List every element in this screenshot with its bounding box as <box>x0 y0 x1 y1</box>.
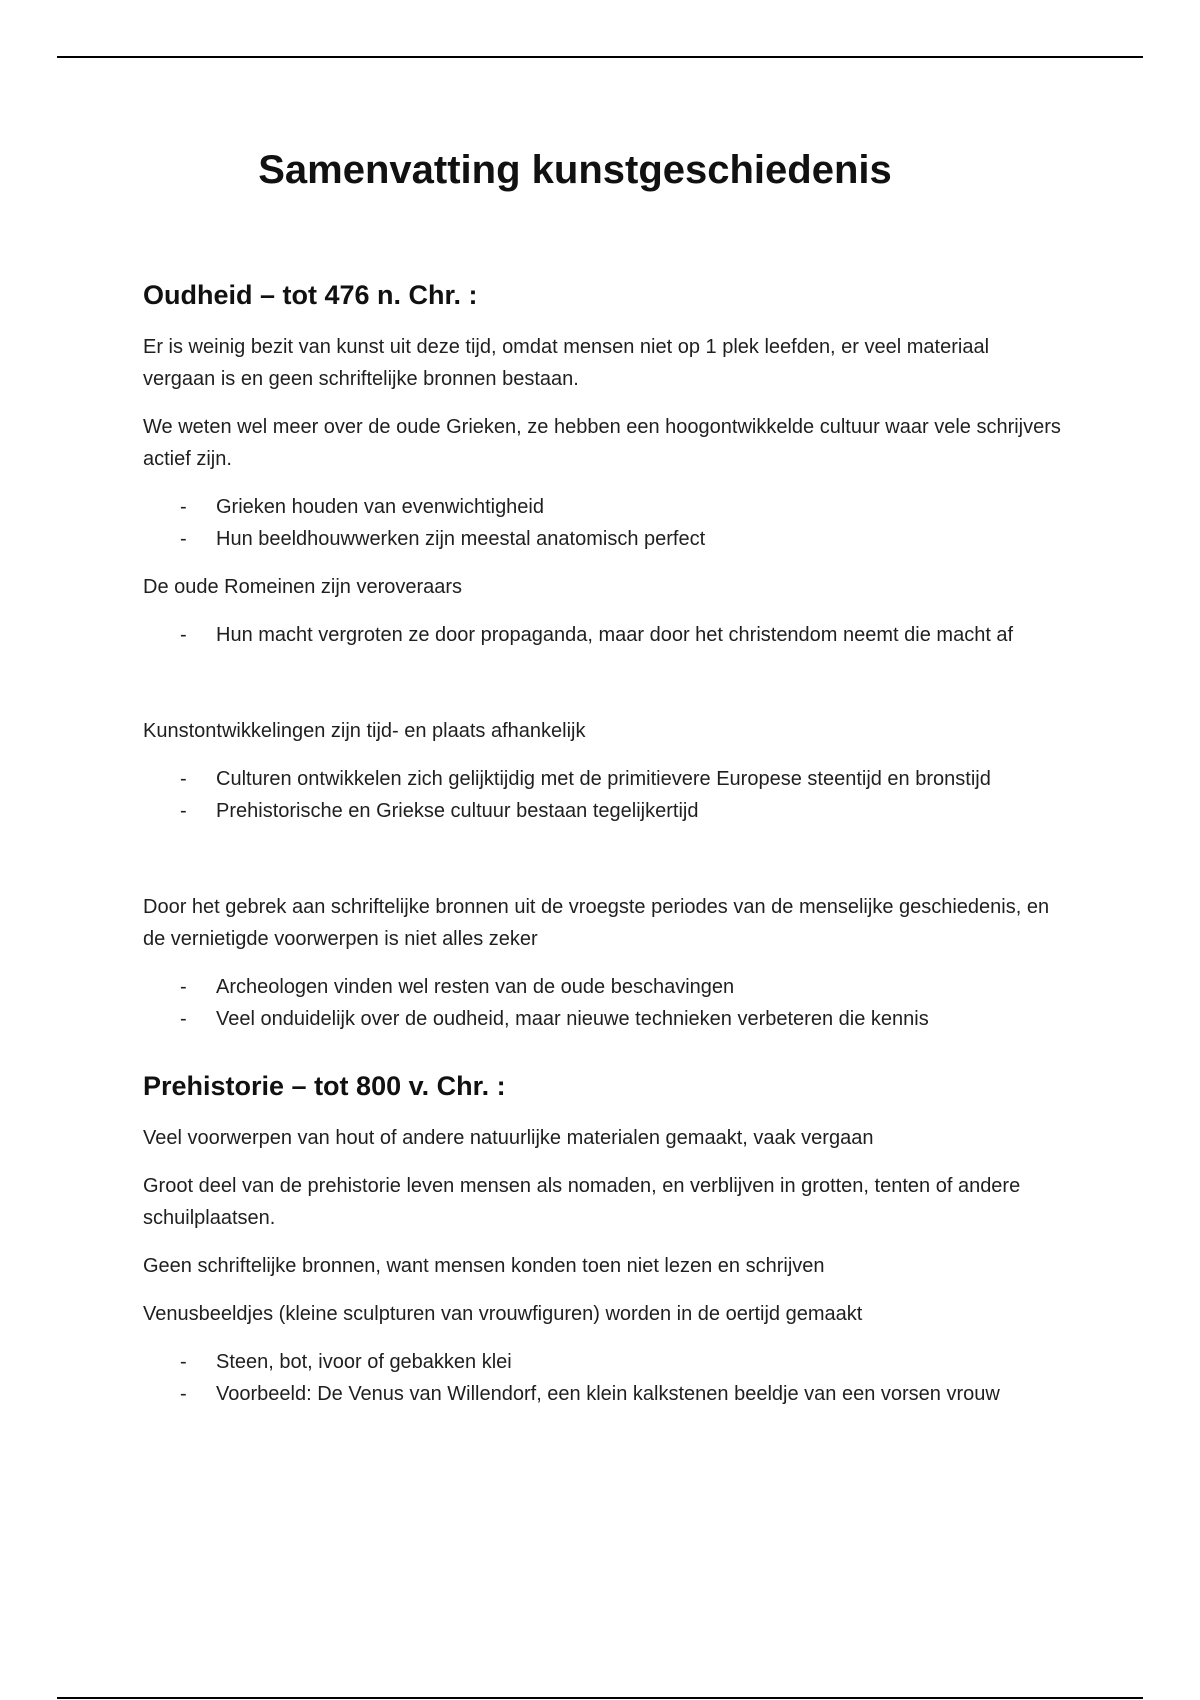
list-item-text: Veel onduidelijk over de oudheid, maar nieuwe technieken verbeteren die kennis <box>216 1008 929 1030</box>
paragraph: Groot deel van de prehistorie leven mensen als nomaden, en verblijven in grotten, tenten of andere schuilplaatsen. <box>143 1175 1021 1229</box>
bullet-dash: - <box>180 768 187 790</box>
list-item <box>143 491 1063 523</box>
list-item <box>143 523 1063 555</box>
bullet-dash: - <box>180 800 187 822</box>
list-item <box>143 763 1063 795</box>
bullet-dash: - <box>180 624 187 646</box>
paragraph: Venusbeeldjes (kleine sculpturen van vrouwfiguren) worden in de oertijd gemaakt <box>143 1303 863 1325</box>
bullet-list <box>143 619 1063 651</box>
list-item-text: Voorbeeld: De Venus van Willendorf, een klein kalkstenen beeldje van een vorsen vrouw <box>216 1383 1000 1405</box>
paragraph: Door het gebrek aan schriftelijke bronnen uit de vroegste periodes van de menselijke geschiedenis, en de vernietigde voorwerpen is niet alles zeker <box>143 896 1050 950</box>
section-oudheid <box>143 280 1063 1035</box>
paragraph: De oude Romeinen zijn veroveraars <box>143 576 463 598</box>
list-item <box>143 1346 1063 1378</box>
bullet-dash: - <box>180 1383 187 1405</box>
section-heading-oudheid: Oudheid – tot 476 n. Chr. : <box>143 280 478 310</box>
spacer <box>143 1051 1063 1071</box>
page-title: Samenvatting kunstgeschiedenis <box>258 148 892 192</box>
header-rule <box>57 56 1143 58</box>
bullet-dash: - <box>180 1008 187 1030</box>
bullet-list <box>143 763 1063 827</box>
document-body <box>143 280 1063 1426</box>
paragraph: Kunstontwikkelingen zijn tijd- en plaats afhankelijk <box>143 720 586 742</box>
paragraph: We weten wel meer over de oude Grieken, ze hebben een hoogontwikkelde cultuur waar vele schrijvers actief zijn. <box>143 416 1061 470</box>
bullet-dash: - <box>180 528 187 550</box>
list-item-text: Archeologen vinden wel resten van de oude beschavingen <box>216 976 735 998</box>
list-item-text: Steen, bot, ivoor of gebakken klei <box>216 1351 512 1373</box>
spacer <box>143 843 1063 891</box>
paragraph: Veel voorwerpen van hout of andere natuurlijke materialen gemaakt, vaak vergaan <box>143 1127 874 1149</box>
list-item-text: Grieken houden van evenwichtigheid <box>216 496 544 518</box>
section-prehistorie <box>143 1071 1063 1410</box>
bullet-dash: - <box>180 496 187 518</box>
spacer <box>143 667 1063 715</box>
bullet-dash: - <box>180 976 187 998</box>
list-item <box>143 1003 1063 1035</box>
bullet-list <box>143 971 1063 1035</box>
bullet-dash: - <box>180 1351 187 1373</box>
footer-rule <box>57 1697 1143 1699</box>
list-item-text: Prehistorische en Griekse cultuur bestaan tegelijkertijd <box>216 800 699 822</box>
list-item <box>143 795 1063 827</box>
list-item-text: Hun macht vergroten ze door propaganda, maar door het christendom neemt die macht af <box>216 624 1014 646</box>
bullet-list <box>143 1346 1063 1410</box>
paragraph: Er is weinig bezit van kunst uit deze tijd, omdat mensen niet op 1 plek leefden, er veel materiaal vergaan is en geen schriftelijke bronnen bestaan. <box>143 336 990 390</box>
list-item <box>143 619 1063 651</box>
list-item <box>143 971 1063 1003</box>
section-heading-prehistorie: Prehistorie – tot 800 v. Chr. : <box>143 1071 506 1101</box>
list-item-text: Hun beeldhouwwerken zijn meestal anatomisch perfect <box>216 528 706 550</box>
bullet-list <box>143 491 1063 555</box>
list-item-text: Culturen ontwikkelen zich gelijktijdig met de primitievere Europese steentijd en bronstijd <box>216 768 991 790</box>
list-item <box>143 1378 1063 1410</box>
paragraph: Geen schriftelijke bronnen, want mensen konden toen niet lezen en schrijven <box>143 1255 825 1277</box>
